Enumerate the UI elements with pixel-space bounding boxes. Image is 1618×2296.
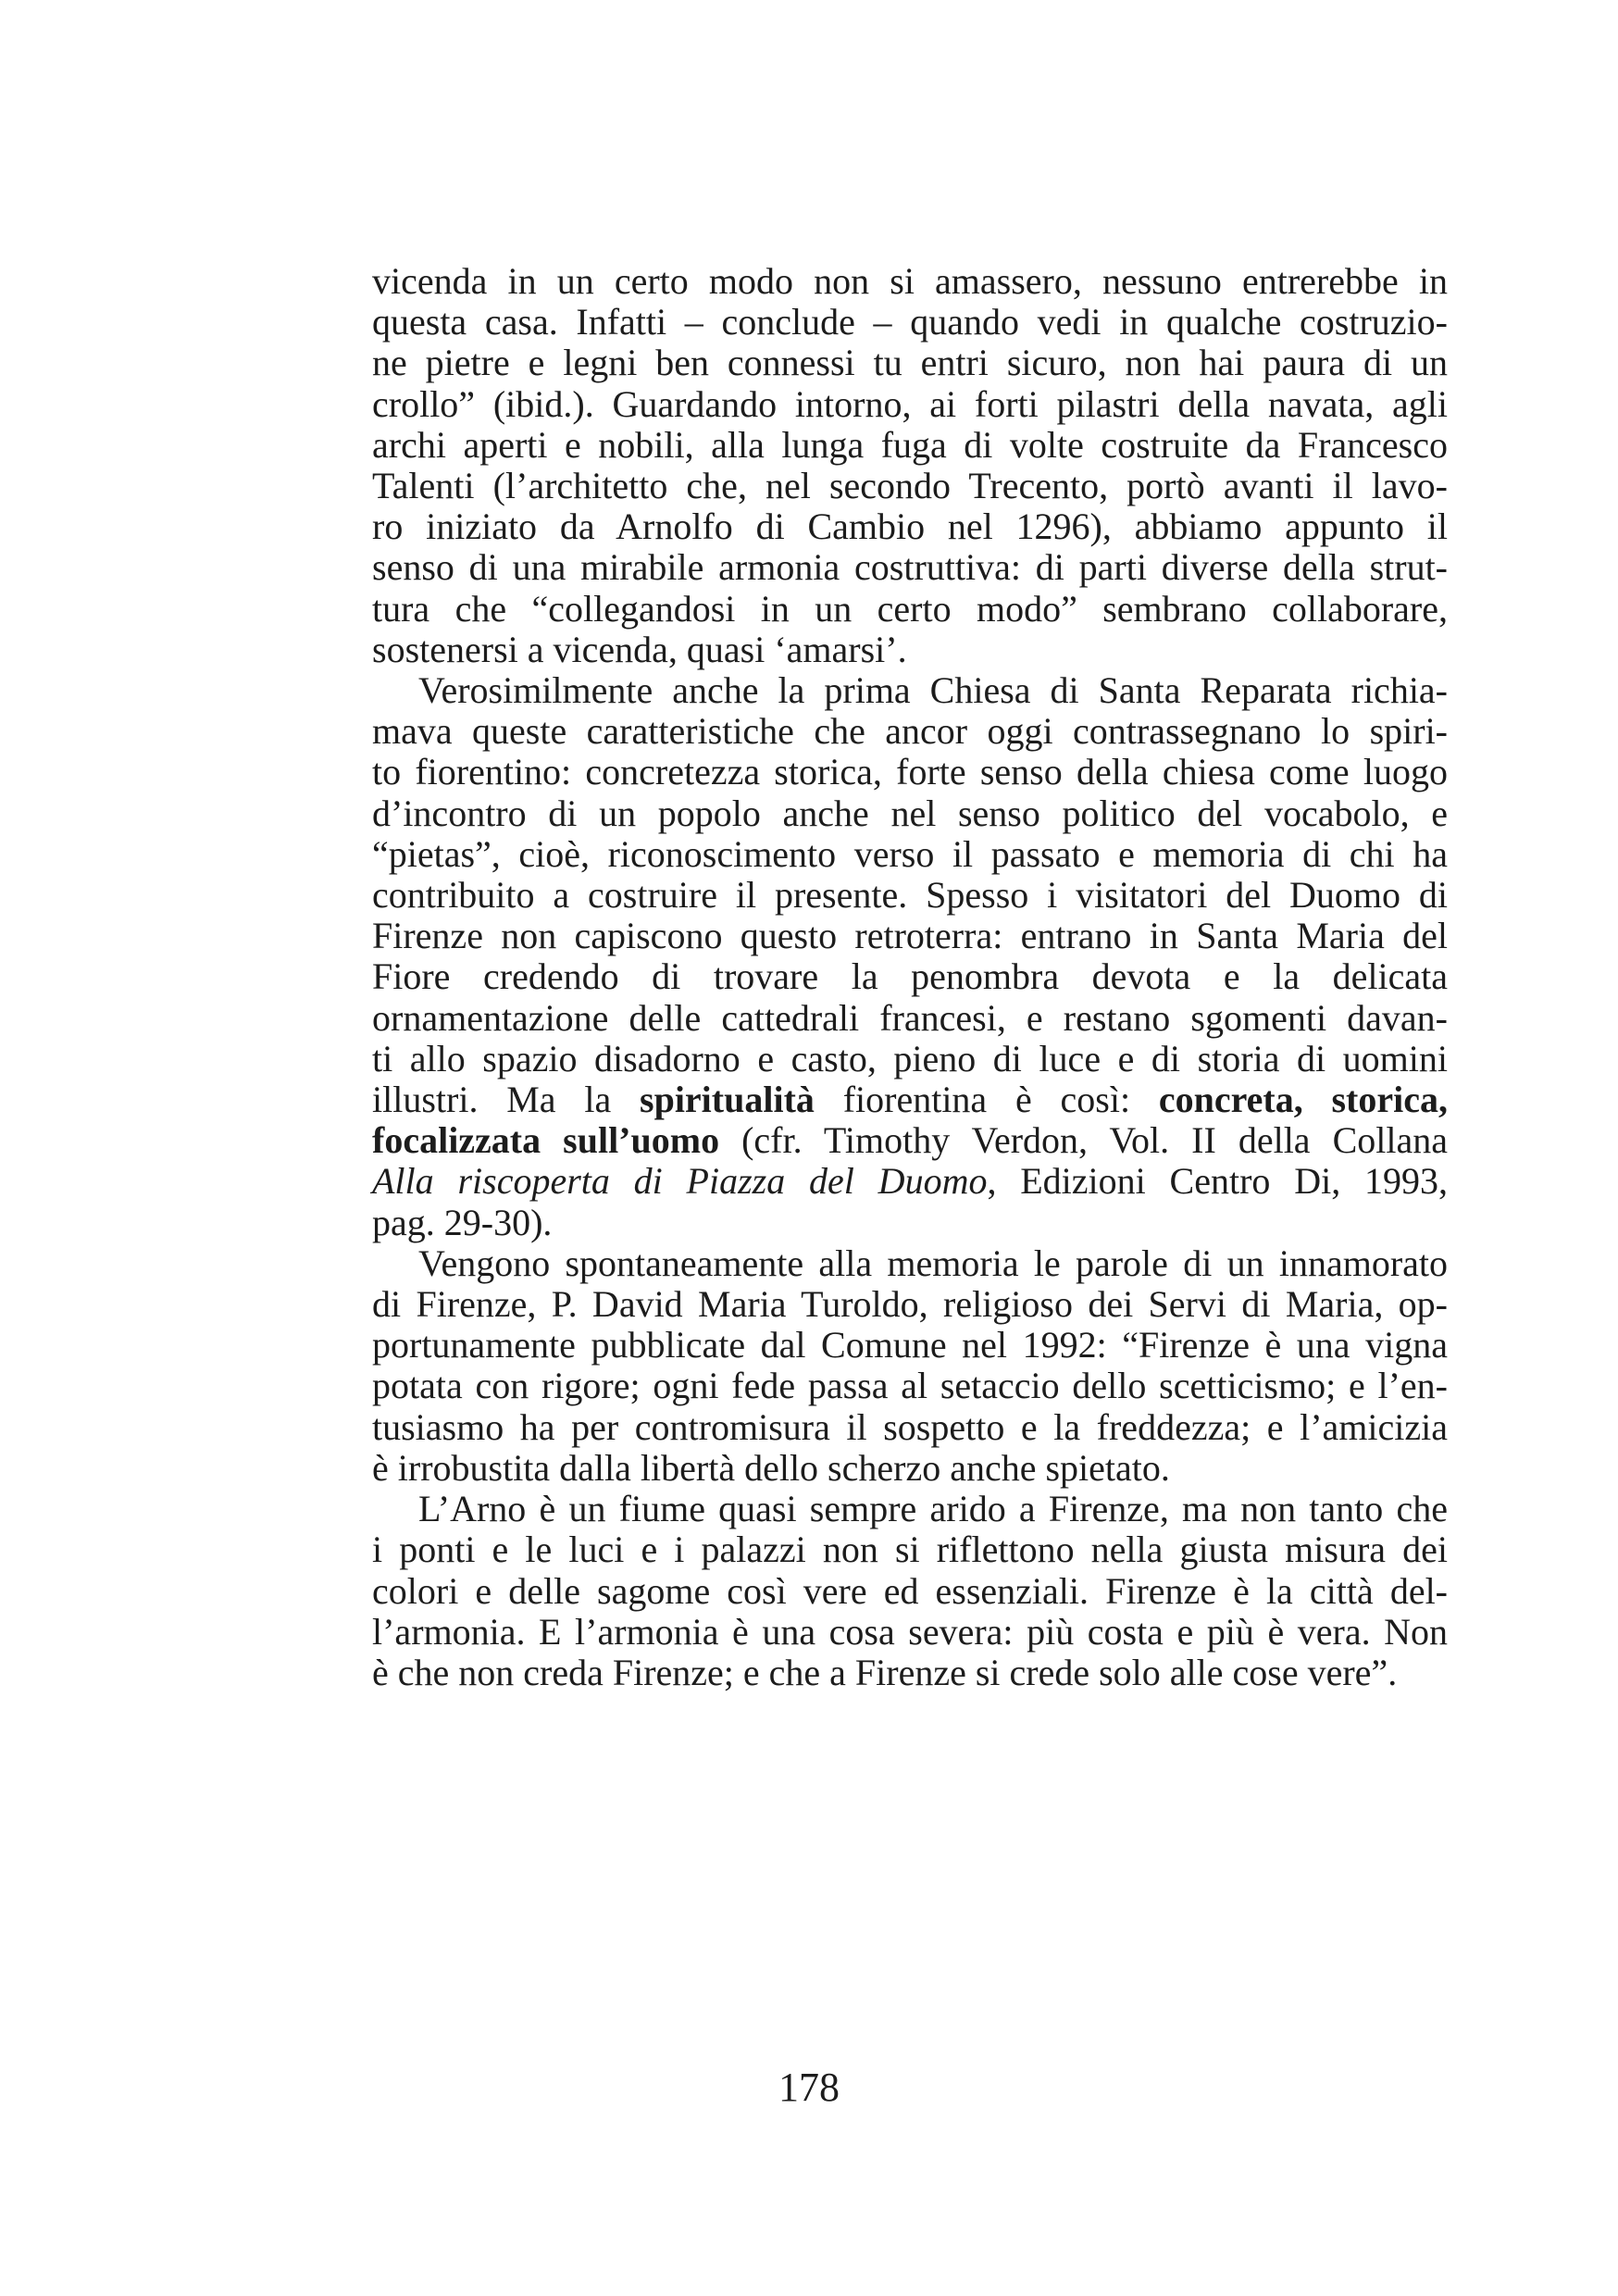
text-run: ne pietre e legni ben connessi tu entri sicuro, non hai paura di un (372, 342, 1448, 384)
bold-text: concreta, storica, (1158, 1079, 1448, 1121)
text-line (372, 589, 1448, 630)
text-run: tusiasmo ha per contromisura il sospetto e la freddezza; e l’amicizia (372, 1405, 1448, 1448)
text-run: vicenda in un certo modo non si amassero, nessuno entrerebbe in (372, 260, 1448, 302)
text-line (372, 956, 1448, 997)
text-run: ro iniziato da Arnolfo di Cambio nel 1296), abbiamo appunto il (372, 505, 1448, 548)
text-line (372, 1489, 1448, 1529)
italic-title: Alla riscoperta di Piazza del Duomo (372, 1160, 988, 1203)
text-run: (cfr. Timothy Verdon, Vol. II della Collana (719, 1119, 1448, 1162)
text-run: “pietas”, cioè, riconoscimento verso il passato e memoria di chi ha (372, 832, 1448, 875)
text-run: questa casa. Infatti – conclude – quando vedi in qualche costruzio- (372, 301, 1448, 343)
text-run: pag. 29-30). (372, 1201, 553, 1243)
text-run: crollo” (ibid.). Guardando intorno, ai forti pilastri della navata, agli (372, 382, 1448, 425)
text-line (372, 343, 1448, 383)
text-run: portunamente pubblicate dal Comune nel 1992: “Firenze è una vigna (372, 1324, 1448, 1366)
text-run: Verosimilmente anche la prima Chiesa di Santa Reparata richia- (418, 669, 1448, 712)
text-run: Vengono spontaneamente alla memoria le parole di un innamorato (418, 1242, 1448, 1284)
text-run: i ponti e le luci e i palazzi non si riflettono nella giusta misura dei (372, 1529, 1448, 1571)
text-run: contribuito a costruire il presente. Spesso i visitatori del Duomo di (372, 874, 1448, 917)
text-line (372, 466, 1448, 506)
bold-text: spiritualità (640, 1079, 815, 1121)
text-line (372, 1325, 1448, 1366)
text-line (372, 752, 1448, 792)
text-line (372, 547, 1448, 588)
text-run: Talenti (l’architetto che, nel secondo Trecento, portò avanti il lavo- (372, 465, 1448, 507)
text-run: Fiore credendo di trovare la penombra devota e la delicata (372, 955, 1448, 998)
text-run: sostenersi a vicenda, quasi ‘amarsi’. (372, 628, 907, 670)
text-line (372, 425, 1448, 466)
text-line (372, 875, 1448, 916)
text-run: potata con rigore; ogni fede passa al setaccio dello scetticismo; e l’en- (372, 1365, 1448, 1407)
text-run: , Edizioni Centro Di, 1993, (987, 1160, 1448, 1203)
text-run: ornamentazione delle cattedrali francesi, e restano sgomenti davan- (372, 996, 1448, 1039)
text-run: mava queste caratteristiche che ancor oggi contrassegnano lo spiri- (372, 710, 1448, 753)
text-run: Firenze non capiscono questo retroterra: entrano in Santa Maria del (372, 915, 1448, 957)
text-line (372, 1243, 1448, 1284)
page-number: 178 (778, 2065, 840, 2110)
text-line (372, 1571, 1448, 1612)
text-run: to fiorentino: concretezza storica, forte senso della chiesa come luogo (372, 751, 1448, 793)
text-line (372, 1120, 1448, 1161)
text-run: di Firenze, P. David Maria Turoldo, religioso dei Servi di Maria, op- (372, 1283, 1448, 1326)
text-run: archi aperti e nobili, alla lunga fuga di volte costruite da Francesco (372, 423, 1448, 466)
text-run: colori e delle sagome così vere ed essenziali. Firenze è la città del- (372, 1569, 1448, 1612)
text-line (372, 384, 1448, 425)
bold-text: focalizzata sull’uomo (372, 1119, 720, 1162)
text-line (372, 834, 1448, 875)
text-line (372, 506, 1448, 547)
text-line (372, 1366, 1448, 1406)
text-line (372, 302, 1448, 343)
text-run: tura che “collegandosi in un certo modo” sembrano collaborare, (372, 587, 1448, 630)
text-line (372, 261, 1448, 302)
text-run: d’incontro di un popolo anche nel senso politico del vocabolo, e (372, 792, 1448, 834)
text-line (372, 1079, 1448, 1120)
text-line (372, 1653, 1448, 1693)
text-line (372, 793, 1448, 834)
text-run: illustri. Ma la (372, 1079, 640, 1121)
text-run: senso di una mirabile armonia costruttiva: di parti diverse della strut- (372, 546, 1448, 589)
text-line (372, 998, 1448, 1039)
text-line (372, 1529, 1448, 1570)
text-line (372, 916, 1448, 956)
text-run: è irrobustita dalla libertà dello scherzo anche spietato. (372, 1446, 1170, 1489)
text-line (372, 1203, 1448, 1243)
text-line (372, 1161, 1448, 1202)
text-line (372, 711, 1448, 752)
text-line (372, 1039, 1448, 1079)
text-line (372, 1407, 1448, 1448)
text-line (372, 1612, 1448, 1653)
text-run: ti allo spazio disadorno e casto, pieno di luce e di storia di uomini (372, 1037, 1448, 1079)
text-run: è che non creda Firenze; e che a Firenze si crede solo alle cose vere”. (372, 1651, 1398, 1693)
text-run: fiorentina è così: (814, 1079, 1159, 1121)
body-text (372, 261, 1448, 1693)
text-line (372, 630, 1448, 670)
text-run: l’armonia. E l’armonia è una cosa severa: più costa e più è vera. Non (372, 1610, 1448, 1653)
text-run: L’Arno è un fiume quasi sempre arido a Firenze, ma non tanto che (418, 1488, 1448, 1530)
text-line (372, 1284, 1448, 1325)
text-line (372, 1448, 1448, 1489)
text-line (372, 670, 1448, 711)
